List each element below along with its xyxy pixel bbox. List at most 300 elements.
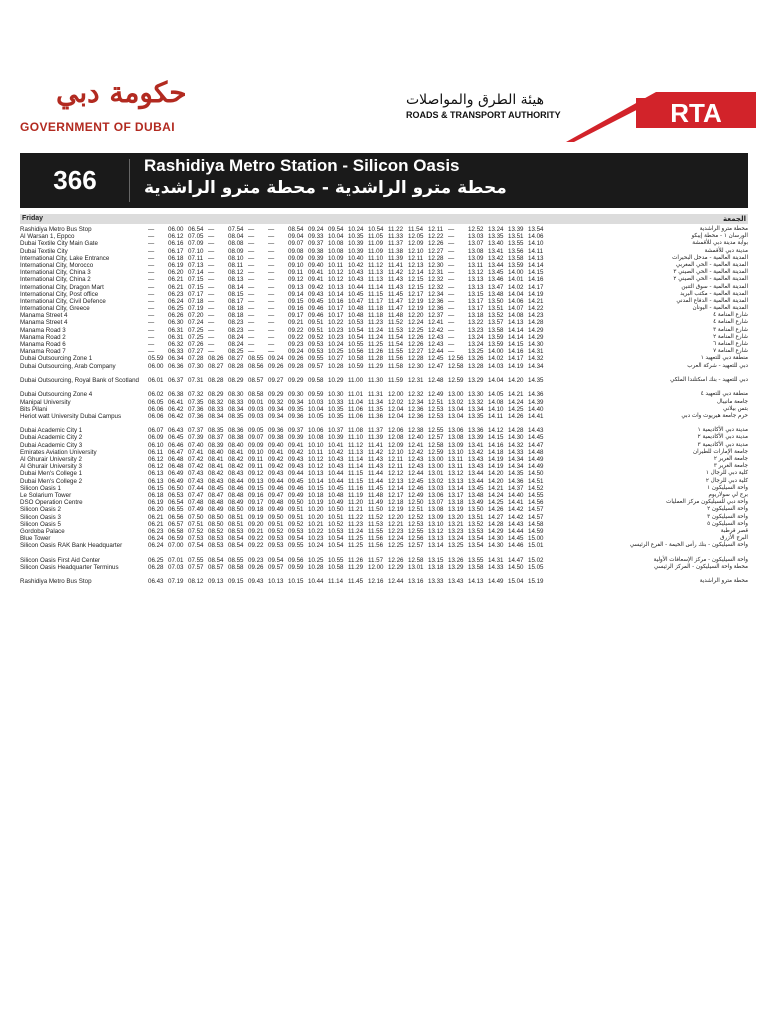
- departure-time: 06.36: [168, 362, 184, 370]
- departure-time: 14.43: [528, 427, 544, 435]
- departure-time: 13.00: [428, 456, 444, 464]
- departure-time: 06.17: [168, 247, 184, 255]
- table-row: [20, 312, 748, 319]
- departure-time: 08.18: [228, 312, 244, 320]
- stop-name-arabic: كلية دبي للرجال ١: [705, 470, 748, 477]
- departure-time: 06.00: [168, 226, 184, 233]
- departure-time: 10.13: [328, 283, 344, 291]
- departure-time: 13.09: [468, 254, 484, 262]
- departure-time: 08.27: [228, 355, 244, 363]
- departure-time: 11.20: [348, 499, 364, 507]
- departure-time: 10.41: [328, 441, 344, 449]
- departure-time: 08.58: [228, 563, 244, 571]
- departure-time: 11.44: [368, 477, 384, 485]
- departure-time: 14.20: [488, 477, 504, 485]
- departure-time: 07.36: [188, 405, 204, 413]
- departure-time: 11.26: [368, 348, 384, 356]
- departure-time: 11.38: [388, 247, 404, 255]
- departure-time: 11.15: [348, 477, 364, 485]
- departure-time: 11.47: [388, 305, 404, 313]
- departure-time: 12.55: [428, 427, 444, 435]
- departure-time: 08.24: [228, 341, 244, 348]
- departure-time: 10.17: [328, 312, 344, 320]
- departure-time: 12.08: [388, 434, 404, 442]
- stop-name: Manama Road 2: [20, 333, 66, 341]
- departure-time: 08.04: [228, 233, 244, 241]
- departure-time: 11.36: [368, 412, 384, 420]
- stop-name-arabic: منطقة دبي للتعهيد ٤: [700, 391, 748, 398]
- departure-time: 10.52: [328, 520, 344, 528]
- stop-name: Silicon Oasis First Aid Center: [20, 556, 101, 564]
- departure-time: 10.20: [308, 506, 324, 514]
- departure-time: 10.14: [328, 290, 344, 298]
- departure-time: 07.54: [188, 542, 204, 550]
- departure-time: 12.24: [388, 535, 404, 543]
- departure-time: 13.28: [468, 362, 484, 370]
- departure-time: 09.12: [248, 470, 264, 478]
- departure-time: 10.04: [328, 233, 344, 241]
- departure-time: 14.34: [508, 463, 524, 471]
- departure-time: —: [448, 254, 455, 262]
- departure-time: 09.41: [308, 276, 324, 284]
- departure-time: 10.33: [328, 398, 344, 406]
- departure-time: 13.48: [468, 491, 484, 499]
- departure-time: 09.14: [288, 290, 304, 298]
- departure-time: 13.42: [488, 254, 504, 262]
- departure-time: 14.14: [508, 326, 524, 334]
- departure-time: 13.16: [408, 578, 424, 586]
- departure-time: 06.42: [168, 405, 184, 413]
- departure-time: 12.53: [428, 405, 444, 413]
- departure-time: 14.34: [508, 456, 524, 464]
- stop-name: Manama Road 3: [20, 326, 66, 334]
- stop-name: Rashidiya Metro Bus Stop: [20, 578, 92, 586]
- departure-time: 14.57: [528, 506, 544, 514]
- departure-time: 12.43: [428, 333, 444, 341]
- departure-time: 09.46: [308, 305, 324, 313]
- departure-time: 07.39: [188, 434, 204, 442]
- departure-time: —: [208, 226, 215, 233]
- departure-time: 13.03: [428, 484, 444, 492]
- departure-time: 10.39: [348, 240, 364, 248]
- departure-time: 12.04: [388, 405, 404, 413]
- departure-time: 10.48: [348, 305, 364, 313]
- departure-time: 10.50: [328, 506, 344, 514]
- departure-time: 14.16: [488, 441, 504, 449]
- stop-name-arabic: شارع المنامة ٤: [713, 312, 748, 319]
- departure-time: —: [208, 283, 215, 291]
- departure-time: 11.15: [348, 470, 364, 478]
- departure-time: 13.26: [448, 556, 464, 564]
- departure-time: 13.55: [508, 240, 524, 248]
- departure-time: 09.45: [288, 477, 304, 485]
- departure-time: 14.08: [488, 398, 504, 406]
- departure-time: 10.42: [328, 448, 344, 456]
- departure-time: 14.21: [528, 297, 544, 305]
- departure-time: 11.06: [348, 412, 364, 420]
- table-row: [20, 456, 748, 463]
- departure-time: 14.26: [508, 412, 524, 420]
- departure-time: 11.24: [348, 527, 364, 535]
- departure-time: 09.52: [288, 520, 304, 528]
- departure-time: 11.39: [368, 434, 384, 442]
- departure-time: 14.47: [508, 556, 524, 564]
- departure-time: 08.43: [228, 470, 244, 478]
- departure-time: —: [148, 305, 155, 313]
- departure-time: —: [208, 348, 215, 356]
- departure-time: 06.16: [168, 240, 184, 248]
- departure-time: 14.59: [528, 527, 544, 535]
- departure-time: 14.42: [508, 513, 524, 521]
- departure-time: 10.04: [308, 405, 324, 413]
- departure-time: 12.11: [388, 463, 404, 471]
- departure-time: 10.27: [328, 355, 344, 363]
- departure-time: 12.31: [428, 269, 444, 277]
- departure-time: 06.37: [168, 376, 184, 384]
- departure-time: 12.59: [448, 376, 464, 384]
- departure-time: 13.52: [468, 520, 484, 528]
- departure-time: 15.00: [528, 535, 544, 543]
- day-header: [20, 214, 748, 224]
- departure-time: 10.45: [328, 484, 344, 492]
- departure-time: 12.34: [428, 290, 444, 298]
- departure-time: 08.27: [208, 362, 224, 370]
- departure-time: —: [268, 269, 275, 277]
- departure-time: 10.35: [328, 405, 344, 413]
- departure-time: 09.15: [288, 297, 304, 305]
- departure-time: 11.13: [368, 276, 384, 284]
- departure-time: —: [268, 290, 275, 298]
- departure-time: 06.48: [168, 456, 184, 464]
- departure-time: 11.15: [368, 290, 384, 298]
- departure-time: 06.59: [168, 535, 184, 543]
- table-row: [20, 470, 748, 477]
- departure-time: —: [148, 269, 155, 277]
- departure-time: 09.49: [268, 506, 284, 514]
- departure-time: 09.21: [248, 527, 264, 535]
- stop-name: Silicon Oasis RAK Bank Headquarter: [20, 542, 123, 550]
- departure-time: 09.26: [288, 355, 304, 363]
- departure-time: 10.35: [328, 412, 344, 420]
- departure-time: 09.10: [248, 448, 264, 456]
- departure-time: 14.25: [488, 499, 504, 507]
- departure-time: 06.19: [168, 261, 184, 269]
- stop-name: Al Ghurair University 3: [20, 463, 82, 471]
- departure-time: 14.31: [528, 348, 544, 356]
- departure-time: 09.54: [328, 226, 344, 233]
- departure-time: 11.04: [348, 398, 364, 406]
- departure-time: 10.19: [308, 499, 324, 507]
- stop-name-arabic: واحة دبي للسيليكون مركز العمليات: [666, 499, 748, 506]
- departure-time: —: [208, 276, 215, 284]
- departure-time: 12.26: [408, 341, 424, 348]
- departure-time: 07.35: [188, 398, 204, 406]
- departure-time: 13.47: [488, 283, 504, 291]
- departure-time: 08.54: [288, 226, 304, 233]
- departure-time: 07.40: [188, 441, 204, 449]
- departure-time: 10.44: [348, 283, 364, 291]
- departure-time: —: [148, 341, 155, 348]
- departure-time: 10.15: [288, 578, 304, 586]
- departure-time: 10.48: [348, 312, 364, 320]
- departure-time: —: [248, 305, 255, 313]
- departure-time: —: [208, 326, 215, 334]
- departure-time: 13.29: [468, 376, 484, 384]
- departure-time: 13.54: [528, 226, 544, 233]
- departure-time: —: [208, 341, 215, 348]
- table-row: [20, 485, 748, 492]
- departure-time: 10.18: [308, 491, 324, 499]
- departure-time: 12.44: [388, 578, 404, 586]
- departure-time: 11.06: [348, 405, 364, 413]
- departure-time: 06.56: [168, 513, 184, 521]
- departure-time: 11.31: [368, 391, 384, 399]
- departure-time: 06.28: [148, 563, 164, 571]
- departure-time: 09.03: [248, 412, 264, 420]
- departure-time: 11.43: [388, 283, 404, 291]
- departure-time: 11.12: [368, 261, 384, 269]
- table-row: [20, 276, 748, 283]
- departure-time: 08.46: [228, 484, 244, 492]
- stop-name-arabic: بوابة مدينة دبي للأقمشة: [692, 240, 748, 247]
- departure-time: 09.28: [288, 362, 304, 370]
- table-row: [20, 521, 748, 528]
- table-row: [20, 240, 748, 247]
- departure-time: 10.39: [328, 434, 344, 442]
- departure-time: 11.54: [408, 226, 424, 233]
- departure-time: 10.43: [328, 463, 344, 471]
- departure-time: 13.35: [468, 412, 484, 420]
- departure-time: 11.14: [348, 456, 364, 464]
- departure-time: 13.24: [468, 341, 484, 348]
- departure-time: 13.59: [508, 261, 524, 269]
- departure-time: 09.22: [248, 542, 264, 550]
- stop-name: Al Ghurair University 2: [20, 456, 82, 464]
- departure-time: 13.18: [448, 499, 464, 507]
- departure-time: 09.22: [248, 535, 264, 543]
- departure-time: 06.49: [168, 470, 184, 478]
- table-row: [20, 578, 748, 585]
- departure-time: 08.29: [228, 376, 244, 384]
- departure-time: 12.21: [388, 520, 404, 528]
- departure-time: 08.24: [228, 333, 244, 341]
- departure-time: 13.42: [468, 448, 484, 456]
- stop-name-arabic: المدينة العالمية - مكتب البريد: [680, 290, 748, 297]
- departure-time: 12.19: [388, 506, 404, 514]
- departure-time: 14.06: [508, 297, 524, 305]
- table-row: [20, 564, 748, 578]
- departure-time: 13.18: [428, 563, 444, 571]
- departure-time: 09.29: [288, 376, 304, 384]
- departure-time: 06.31: [168, 326, 184, 334]
- departure-time: —: [148, 254, 155, 262]
- departure-time: —: [248, 348, 255, 356]
- departure-time: 13.26: [468, 355, 484, 363]
- stop-name: International City, Lake Entrance: [20, 254, 110, 262]
- departure-time: —: [448, 290, 455, 298]
- departure-time: 13.13: [448, 477, 464, 485]
- departure-time: 13.23: [448, 527, 464, 535]
- departure-time: 13.50: [488, 297, 504, 305]
- departure-time: 09.08: [288, 247, 304, 255]
- departure-time: 14.36: [528, 391, 544, 399]
- departure-time: 08.30: [228, 391, 244, 399]
- departure-time: 09.57: [268, 563, 284, 571]
- departure-time: 11.45: [368, 484, 384, 492]
- departure-time: 08.12: [188, 578, 204, 586]
- departure-time: 10.05: [308, 412, 324, 420]
- departure-time: 07.19: [168, 578, 184, 586]
- departure-time: 06.45: [168, 434, 184, 442]
- stop-name: Rashidiya Metro Bus Stop: [20, 226, 92, 233]
- departure-time: 09.26: [248, 563, 264, 571]
- departure-time: —: [248, 283, 255, 291]
- route-title-arabic: محطة مترو الراشدية - محطة مترو الراشدية: [144, 178, 507, 198]
- departure-time: 09.59: [308, 391, 324, 399]
- departure-time: 08.51: [228, 513, 244, 521]
- departure-time: 14.19: [488, 463, 504, 471]
- departure-time: 09.45: [308, 297, 324, 305]
- departure-time: 06.05: [148, 398, 164, 406]
- departure-time: 09.53: [268, 542, 284, 550]
- departure-time: 07.44: [188, 484, 204, 492]
- departure-time: —: [448, 240, 455, 248]
- stop-name-arabic: محطة مترو الراشدية: [699, 578, 748, 585]
- departure-time: 09.39: [308, 254, 324, 262]
- departure-time: —: [148, 297, 155, 305]
- departure-time: 09.49: [288, 491, 304, 499]
- departure-time: 06.47: [168, 448, 184, 456]
- departure-time: 13.10: [428, 520, 444, 528]
- departure-time: 09.11: [248, 463, 264, 471]
- departure-time: 09.50: [268, 513, 284, 521]
- departure-time: 10.15: [308, 484, 324, 492]
- stop-name-arabic: جامعة الإمارات للطيران: [693, 448, 748, 455]
- departure-time: 09.22: [288, 333, 304, 341]
- departure-time: 13.51: [508, 233, 524, 241]
- stop-name-arabic: مدينة دبي الأكاديمية ٣: [697, 441, 748, 448]
- departure-time: 12.59: [428, 448, 444, 456]
- stop-name: Dubai Textile City: [20, 247, 68, 255]
- timetable: [20, 226, 748, 585]
- departure-time: 12.55: [408, 527, 424, 535]
- departure-time: 10.53: [328, 527, 344, 535]
- stop-name-arabic: المدينة العالمية - الحي الصيني ٢: [673, 276, 748, 283]
- departure-time: 09.23: [248, 556, 264, 564]
- stop-name: DSO Operation Centre: [20, 499, 83, 507]
- departure-time: 13.36: [468, 427, 484, 435]
- departure-time: —: [268, 333, 275, 341]
- stop-name-arabic: المدينة العالمية - مدخل البحيرات: [672, 254, 748, 261]
- departure-time: 08.42: [228, 463, 244, 471]
- stop-name-arabic: المدينة العالمية - سوق التنين: [681, 283, 748, 290]
- departure-time: 12.14: [388, 484, 404, 492]
- departure-time: 06.12: [168, 233, 184, 241]
- departure-time: 06.54: [168, 499, 184, 507]
- departure-time: 11.37: [388, 240, 404, 248]
- departure-time: 10.47: [348, 297, 364, 305]
- departure-time: 14.40: [508, 491, 524, 499]
- departure-time: 11.09: [368, 247, 384, 255]
- departure-time: 14.21: [508, 391, 524, 399]
- departure-time: 14.48: [528, 448, 544, 456]
- departure-time: 10.58: [328, 563, 344, 571]
- departure-time: 12.44: [428, 348, 444, 356]
- departure-time: —: [448, 283, 455, 291]
- departure-time: 12.19: [408, 305, 424, 313]
- departure-time: 14.29: [528, 333, 544, 341]
- departure-time: 13.48: [488, 290, 504, 298]
- departure-time: 11.01: [348, 391, 364, 399]
- departure-time: 13.00: [448, 391, 464, 399]
- departure-time: —: [208, 319, 215, 327]
- stop-name-arabic: شارع المنامة ٧: [713, 348, 748, 355]
- departure-time: 07.49: [188, 506, 204, 514]
- stop-name: International City, Morocco: [20, 261, 94, 269]
- departure-time: 14.45: [508, 535, 524, 543]
- departure-time: 09.58: [308, 376, 324, 384]
- departure-time: 09.24: [268, 355, 284, 363]
- departure-time: 13.54: [468, 535, 484, 543]
- departure-time: 09.07: [288, 240, 304, 248]
- departure-time: 09.38: [268, 434, 284, 442]
- departure-time: 07.09: [188, 240, 204, 248]
- departure-time: 09.27: [268, 376, 284, 384]
- departure-time: 08.33: [228, 398, 244, 406]
- departure-time: 11.48: [368, 491, 384, 499]
- departure-time: —: [268, 283, 275, 291]
- stop-name-arabic: منطقة دبي للتعهيد ١: [700, 355, 748, 362]
- departure-time: 13.18: [468, 312, 484, 320]
- departure-time: 10.24: [308, 542, 324, 550]
- departure-time: 10.22: [308, 527, 324, 535]
- departure-time: 06.24: [148, 535, 164, 543]
- departure-time: 09.43: [288, 463, 304, 471]
- departure-time: 10.55: [328, 556, 344, 564]
- stop-name: Al Warsan 1, Eppco: [20, 233, 75, 241]
- departure-time: 06.18: [148, 491, 164, 499]
- departure-time: 14.10: [488, 405, 504, 413]
- departure-time: 06.25: [148, 556, 164, 564]
- stop-name-arabic: مدينة دبي الأكاديمية ١: [697, 427, 748, 434]
- departure-time: 06.09: [148, 434, 164, 442]
- departure-time: 07.42: [188, 463, 204, 471]
- departure-time: 10.55: [348, 341, 364, 348]
- departure-time: 06.33: [168, 348, 184, 356]
- departure-time: 12.28: [408, 355, 424, 363]
- departure-time: 08.23: [228, 319, 244, 327]
- departure-time: 06.58: [168, 527, 184, 535]
- departure-time: 06.12: [148, 463, 164, 471]
- stop-name-arabic: واحة السيليكون ٢: [707, 506, 748, 513]
- departure-time: 12.50: [408, 499, 424, 507]
- departure-time: 13.58: [468, 563, 484, 571]
- departure-time: 13.51: [488, 305, 504, 313]
- departure-time: 11.13: [348, 448, 364, 456]
- stop-name-arabic: واحة السيليكون ٥: [707, 520, 748, 527]
- departure-time: 14.28: [488, 520, 504, 528]
- departure-time: —: [148, 276, 155, 284]
- departure-time: 08.54: [228, 542, 244, 550]
- departure-time: 12.12: [388, 470, 404, 478]
- table-row: [20, 341, 748, 348]
- stop-name: Dubai Men's College 2: [20, 477, 83, 485]
- departure-time: 06.42: [168, 412, 184, 420]
- departure-time: 11.24: [368, 333, 384, 341]
- departure-time: —: [208, 297, 215, 305]
- departure-time: 12.13: [408, 261, 424, 269]
- table-row: [20, 255, 748, 262]
